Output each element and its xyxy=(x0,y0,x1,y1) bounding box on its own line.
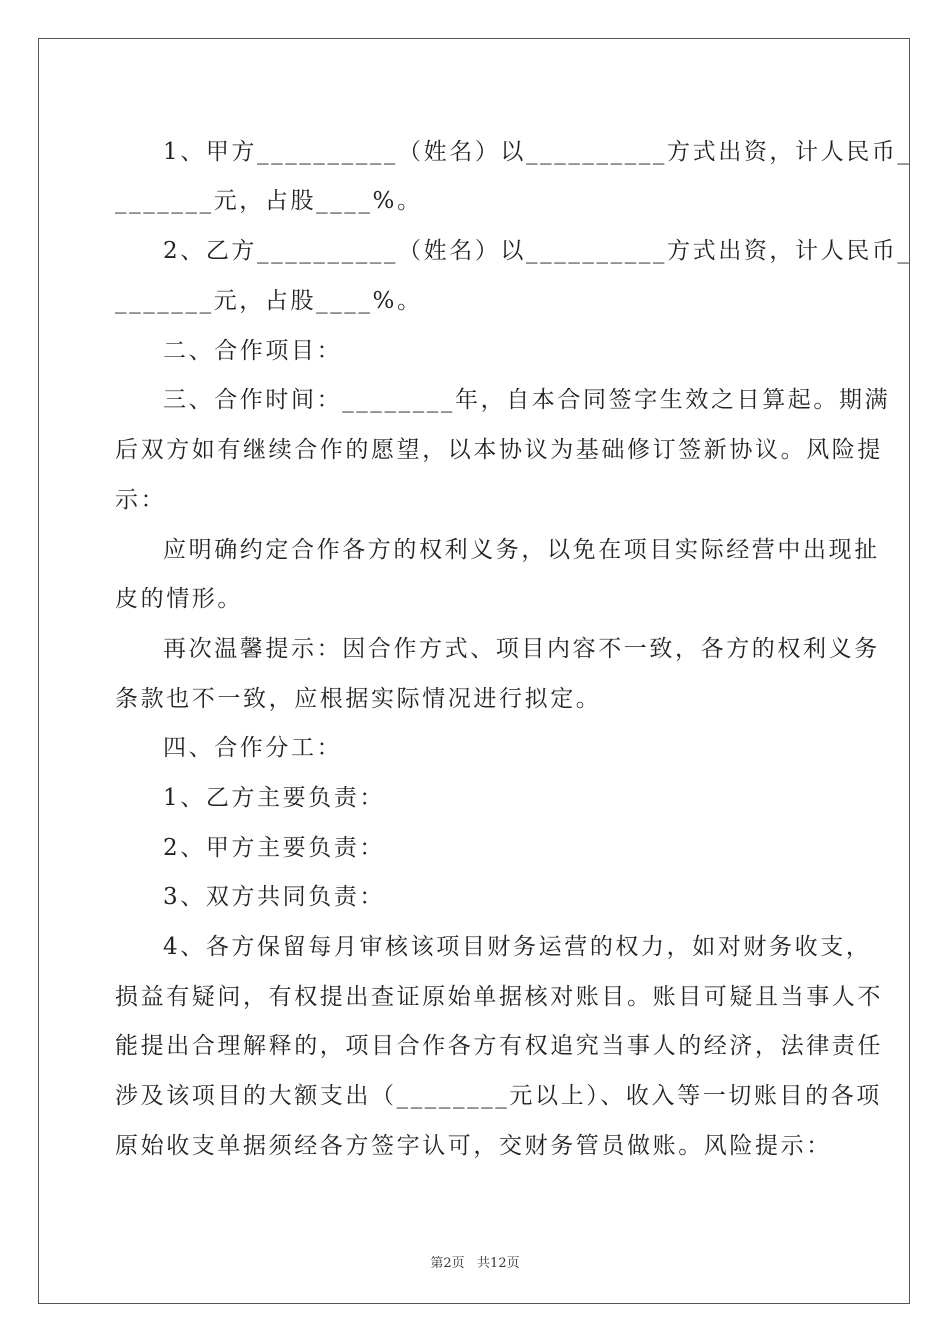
page-border xyxy=(38,38,910,1304)
division-item-2: 2、甲方主要负责： xyxy=(163,835,386,861)
risk-note-paragraph: 应明确约定合作各方的权利义务，以免在项目实际经营中出现扯 xyxy=(163,537,880,563)
division-item-4: 4、各方保留每月审核该项目财务运营的权力，如对财务收支， xyxy=(163,934,872,960)
section-3-paragraph-line3: 示： xyxy=(115,487,167,513)
clause-1-party-a: 1、甲方__________（姓名）以__________方式出资，计人民币_ xyxy=(163,139,912,165)
division-item-4-line2: 损益有疑问，有权提出查证原始单据核对账目。账目可疑且当事人不 xyxy=(115,984,883,1010)
section-3-paragraph: 三、合作时间：________年，自本合同签字生效之日算起。期满 xyxy=(163,387,891,413)
clause-1-party-a-cont: _______元，占股____%。 xyxy=(115,188,423,214)
reminder-paragraph-line2: 条款也不一致，应根据实际情况进行拟定。 xyxy=(115,686,602,712)
risk-note-paragraph-line2: 皮的情形。 xyxy=(115,586,243,612)
section-4-heading: 四、合作分工： xyxy=(163,735,343,761)
division-item-3: 3、双方共同负责： xyxy=(163,884,386,910)
page-footer: 第2页 共12页 xyxy=(430,1256,520,1271)
division-item-1: 1、乙方主要负责： xyxy=(163,785,386,811)
division-item-4-line3: 能提出合理解释的，项目合作各方有权追究当事人的经济，法律责任 xyxy=(115,1033,883,1059)
clause-2-party-b-cont: _______元，占股____%。 xyxy=(115,288,423,314)
section-3-paragraph-line2: 后双方如有继续合作的愿望，以本协议为基础修订签新协议。风险提 xyxy=(115,437,883,463)
clause-2-party-b: 2、乙方__________（姓名）以__________方式出资，计人民币_ xyxy=(163,238,912,264)
division-item-4-line4: 涉及该项目的大额支出（________元以上）、收入等一切账目的各项 xyxy=(115,1083,882,1109)
reminder-paragraph: 再次温馨提示：因合作方式、项目内容不一致，各方的权利义务 xyxy=(163,636,880,662)
section-2-heading: 二、合作项目： xyxy=(163,338,343,364)
division-item-4-line5: 原始收支单据须经各方签字认可，交财务管员做账。风险提示： xyxy=(115,1133,832,1159)
